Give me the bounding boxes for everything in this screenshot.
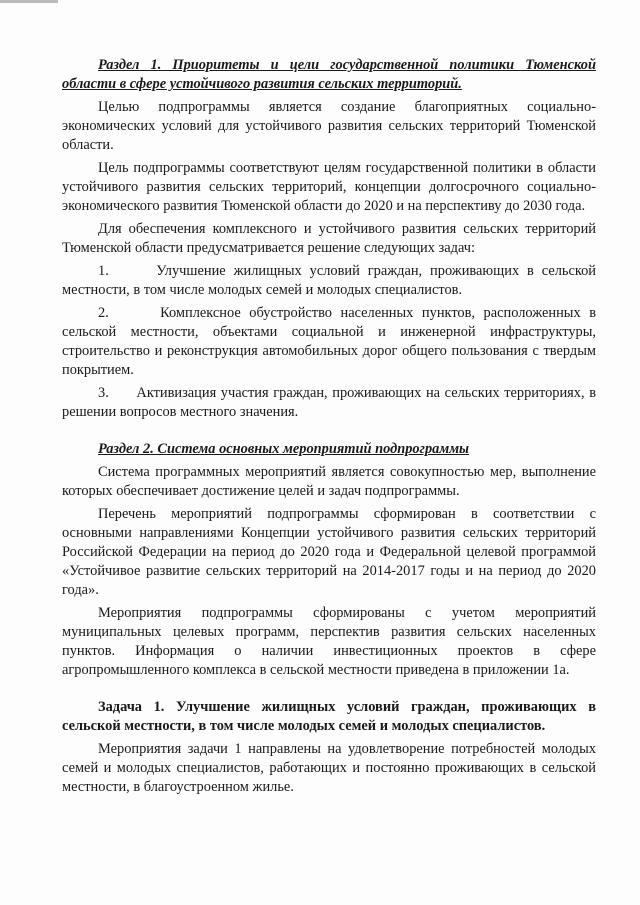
task-number: 1. xyxy=(98,263,109,279)
task-text: Улучшение жилищных условий граждан, проживающих в сельской местности, в том числе молодых семей и молодых специалистов. xyxy=(62,263,596,298)
section2-paragraph-measures: Мероприятия подпрограммы сформированы с учетом мероприятий муниципальных целевых программ, перспектив развития сельских населенных пунктов. Информация о наличии инвестиционных проектов в сфере агропромышленного комплекса в сельской местности приведена в приложении 1а. xyxy=(62,605,596,678)
task1-paragraph: Мероприятия задачи 1 направлены на удовлетворение потребностей молодых семей и молодых специалистов, работающих и постоянно проживающих в сельской местности, в благоустроенном жилье. xyxy=(62,741,596,795)
task-list-item xyxy=(62,262,596,300)
task-text: Активизация участия граждан, проживающих на сельских территориях, в решении вопросов местного значения. xyxy=(62,385,596,420)
section1-paragraph-goal: Целью подпрограммы является создание благоприятных социально-экономических условий для устойчивого развития сельских территорий Тюменской области. xyxy=(62,99,596,153)
task-list-item xyxy=(62,384,596,422)
section1-heading-line1: Раздел 1. Приоритеты и цели государственной политики Тюменской xyxy=(98,57,596,73)
scan-corner-mark xyxy=(0,0,58,3)
task-text: Комплексное обустройство населенных пунктов, расположенных в сельской местности, объектами социальной и инженерной инфраструктуры, строительство и реконструкция автомобильных дорог общего пользования с твердым покрытием. xyxy=(62,305,596,378)
task1-heading: Задача 1. Улучшение жилищных условий граждан, проживающих в сельской местности, в том числе молодых семей и молодых специалистов. xyxy=(62,699,596,734)
task-number: 2. xyxy=(98,305,109,321)
task-number: 3. xyxy=(98,385,109,401)
document-body xyxy=(62,56,596,797)
section1-paragraph-tasks-intro: Для обеспечения комплексного и устойчивого развития сельских территорий Тюменской области предусматривается решение следующих задач: xyxy=(62,221,596,256)
task-list-item xyxy=(62,304,596,380)
section2-heading: Раздел 2. Система основных мероприятий подпрограммы xyxy=(98,441,470,457)
section2-paragraph-list: Перечень мероприятий подпрограммы сформирован в соответствии с основными направлениями Концепции устойчивого развития сельских территорий Российской Федерации на период до 2020 года и Федеральной целевой программой «Устойчивое развитие сельских территорий на 2014-2017 годы и на период до 2020 года». xyxy=(62,506,596,598)
section1-paragraph-policy: Цель подпрограммы соответствуют целям государственной политики в области устойчивого развития сельских территорий, концепции долгосрочного социально-экономического развития Тюменской области до 2020 и на перспективу до 2030 года. xyxy=(62,160,596,214)
section2-paragraph-system: Система программных мероприятий является совокупностью мер, выполнение которых обеспечивает достижение целей и задач подпрограммы. xyxy=(62,464,596,499)
section1-heading-line2: области в сфере устойчивого развития сельских территорий. xyxy=(62,76,462,92)
section1-heading xyxy=(62,56,596,94)
